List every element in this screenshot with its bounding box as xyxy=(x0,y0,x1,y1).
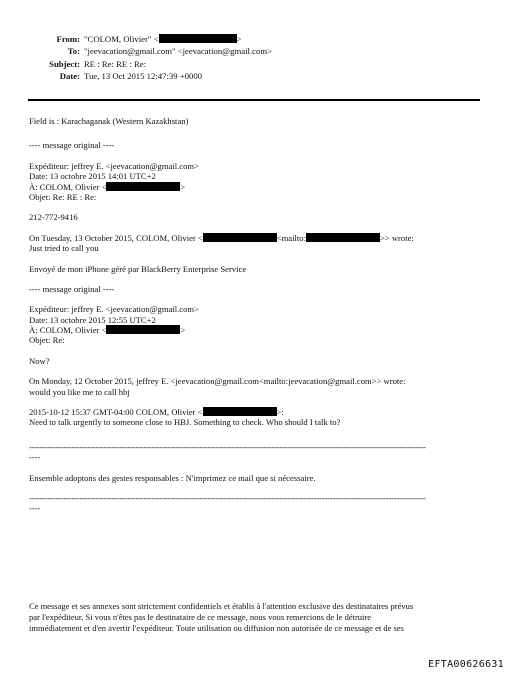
sender-line: Expéditeur: jeffrey E. <jeevacation@gmail.com> xyxy=(29,160,199,171)
subject-line: Objet: Re: xyxy=(29,335,65,346)
date-value: Tue, 13 Oct 2015 12:47:39 +0000 xyxy=(84,71,203,82)
to-row xyxy=(0,46,480,58)
dashed-separator: ----------------------------------------------------------------------------------------------------------------------------------------------------- xyxy=(29,441,426,452)
redaction-bar xyxy=(106,182,180,191)
to-label: To: xyxy=(67,46,80,57)
email-header xyxy=(0,34,480,84)
confidentiality-line: immédiatement et d'en avertir l'expéditeur. Toute utilisation ou diffusion non autorisée de ce message et de ses xyxy=(29,623,404,633)
date-line: Date: 13 octobre 2015 12:55 UTC+2 xyxy=(29,314,156,325)
confidentiality-line: Ce message et ses annexes sont strictement confidentiels et établis à l'attention exclusive des destinataires prévus xyxy=(29,601,414,611)
redaction-bar xyxy=(203,233,277,242)
date-label: Date: xyxy=(59,71,80,82)
bates-stamp: EFTA00626631 xyxy=(428,659,504,670)
quoted-text: Need to talk urgently to someone close to HBJ. Something to check. Who should I talk to? xyxy=(29,417,341,428)
original-message-separator: ---- message original ---- xyxy=(29,283,115,294)
dashed-separator: ----------------------------------------------------------------------------------------------------------------------------------------------------- xyxy=(29,492,426,503)
confidentiality-line: par l'expéditeur. Si vous n'êtes pas le destinataire de ce message, nous vous remercions de le détruire xyxy=(29,612,372,622)
from-row xyxy=(0,34,480,46)
quote-attribution: On Tuesday, 13 October 2015, COLOM, Olivier < <mailto: >> wrote: xyxy=(29,232,414,243)
recipient-line: À: COLOM, Olivier < > xyxy=(29,181,186,192)
dashed-separator-tail: ---- xyxy=(29,503,41,514)
subject-label: Subject: xyxy=(49,58,80,69)
subject-row xyxy=(0,59,480,71)
recipient-line: À: COLOM, Olivier < > xyxy=(29,325,186,336)
subject-line: Objet: Re: RE : Re: xyxy=(29,191,97,202)
quoted-text: would you like me to call hbj xyxy=(29,386,130,397)
original-message-separator: ---- message original ---- xyxy=(29,140,115,151)
date-row xyxy=(0,71,480,83)
redaction-bar xyxy=(306,233,380,242)
dashed-separator-tail: ---- xyxy=(29,452,41,463)
phone-number: 212-772-9416 xyxy=(29,212,78,223)
sender-line: Expéditeur: jeffrey E. <jeevacation@gmail.com> xyxy=(29,304,199,315)
header-divider xyxy=(28,99,480,101)
eco-notice: Ensemble adoptons des gestes responsables : N'imprimez ce mail que si nécessaire. xyxy=(29,472,316,483)
redaction-bar xyxy=(106,325,180,334)
quoted-text: Just tried to call you xyxy=(29,243,99,254)
subject-value: RE : Re: RE : Re: xyxy=(84,58,147,69)
redaction-bar xyxy=(203,407,277,416)
from-value: "COLOM, Olivier" < > xyxy=(84,34,242,44)
quote-attribution: 2015-10-12 15:37 GMT-04:00 COLOM, Olivier < >: xyxy=(29,407,284,418)
message-text: Now? xyxy=(29,355,50,366)
from-label: From: xyxy=(56,34,80,44)
email-body xyxy=(29,116,499,514)
to-value: "jeevacation@gmail.com" <jeevacation@gmail.com> xyxy=(84,46,272,57)
quote-attribution: On Monday, 12 October 2015, jeffrey E. <jeevacation@gmail.com<mailto:jeevacation@gmail.com>> wrote: xyxy=(29,376,406,387)
field-line: Field is : Karachaganak (Western Kazakhstan) xyxy=(29,116,189,126)
signature-line: Envoyé de mon iPhone géré par BlackBerry Enterprise Service xyxy=(29,263,247,274)
confidentiality-notice xyxy=(29,601,489,634)
date-line: Date: 13 octobre 2015 14:01 UTC+2 xyxy=(29,171,156,182)
redaction-bar xyxy=(159,34,237,43)
